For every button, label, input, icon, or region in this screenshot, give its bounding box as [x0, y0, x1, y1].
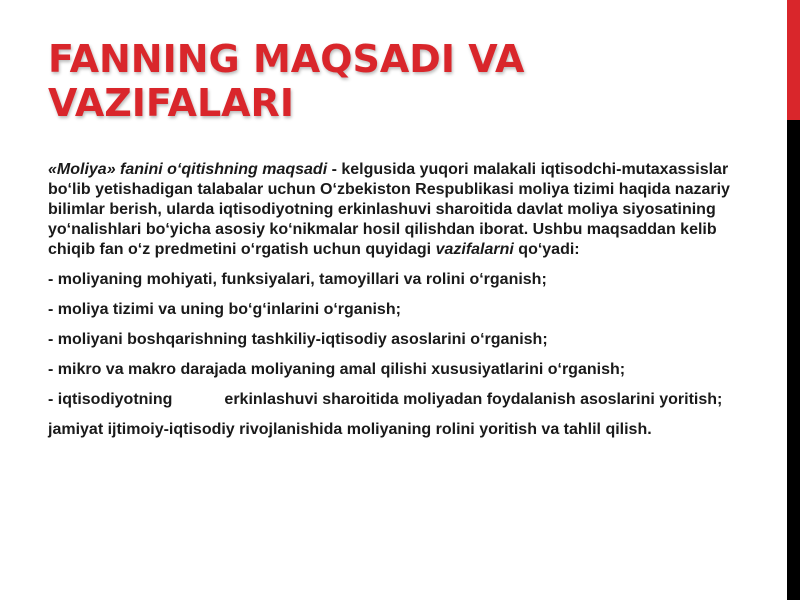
slide-body: [48, 160, 738, 450]
intro-italic-word: vazifalarni: [435, 241, 514, 258]
closing-paragraph: jamiyat ijtimoiy-iqtisodiy rivojlanishida moliyaning rolini yoritish va tahlil qilish.: [48, 421, 652, 438]
list-item: - moliya tizimi va uning bo‘g‘inlarini o‘rganish;: [48, 301, 401, 318]
list-item: [48, 390, 738, 410]
list-item: - mikro va makro darajada moliyaning amal qilishi xususiyatlarini o‘rganish;: [48, 361, 626, 378]
list-item: - moliyaning mohiyati, funksiyalari, tamoyillari va rolini o‘rganish;: [48, 271, 547, 288]
list-item: - moliyani boshqarishning tashkiliy-iqtisodiy asoslarini o‘rganish;: [48, 331, 548, 348]
intro-italic-lead: «Moliya» fanini o‘qitishning maqsadi: [48, 161, 328, 178]
list-item-part-2: erkinlashuvi sharoitida moliyadan foydalanish asoslarini yoritish;: [224, 391, 723, 408]
side-accent-red-bar: [787, 0, 800, 120]
list-item-part-1: - iqtisodiyotning: [48, 391, 173, 408]
side-accent-black-bar: [787, 120, 800, 600]
intro-end-text: qo‘yadi:: [513, 241, 580, 258]
intro-main-text: - kelgusida yuqori malakali iqtisodchi-mutaxassislar bo‘lib yetishadigan talabalar uchun O‘zbekiston Respublikasi moliya tizimi haqida nazariy bilimlar berish, ularda iqtisodiyotning erkinlashuvi sharoitida davlat moliya siyosatining yo‘nalishlari bo‘yicha asosiy ko‘nikmalar hosil qilishdan iborat. Ushbu maqsaddan kelib chiqib fan o‘z predmetini o‘rgatish uchun quyidagi: [48, 161, 730, 258]
slide-title: FANNING MAQSADI VA VAZIFALARI: [48, 37, 525, 125]
intro-paragraph: [48, 160, 738, 260]
